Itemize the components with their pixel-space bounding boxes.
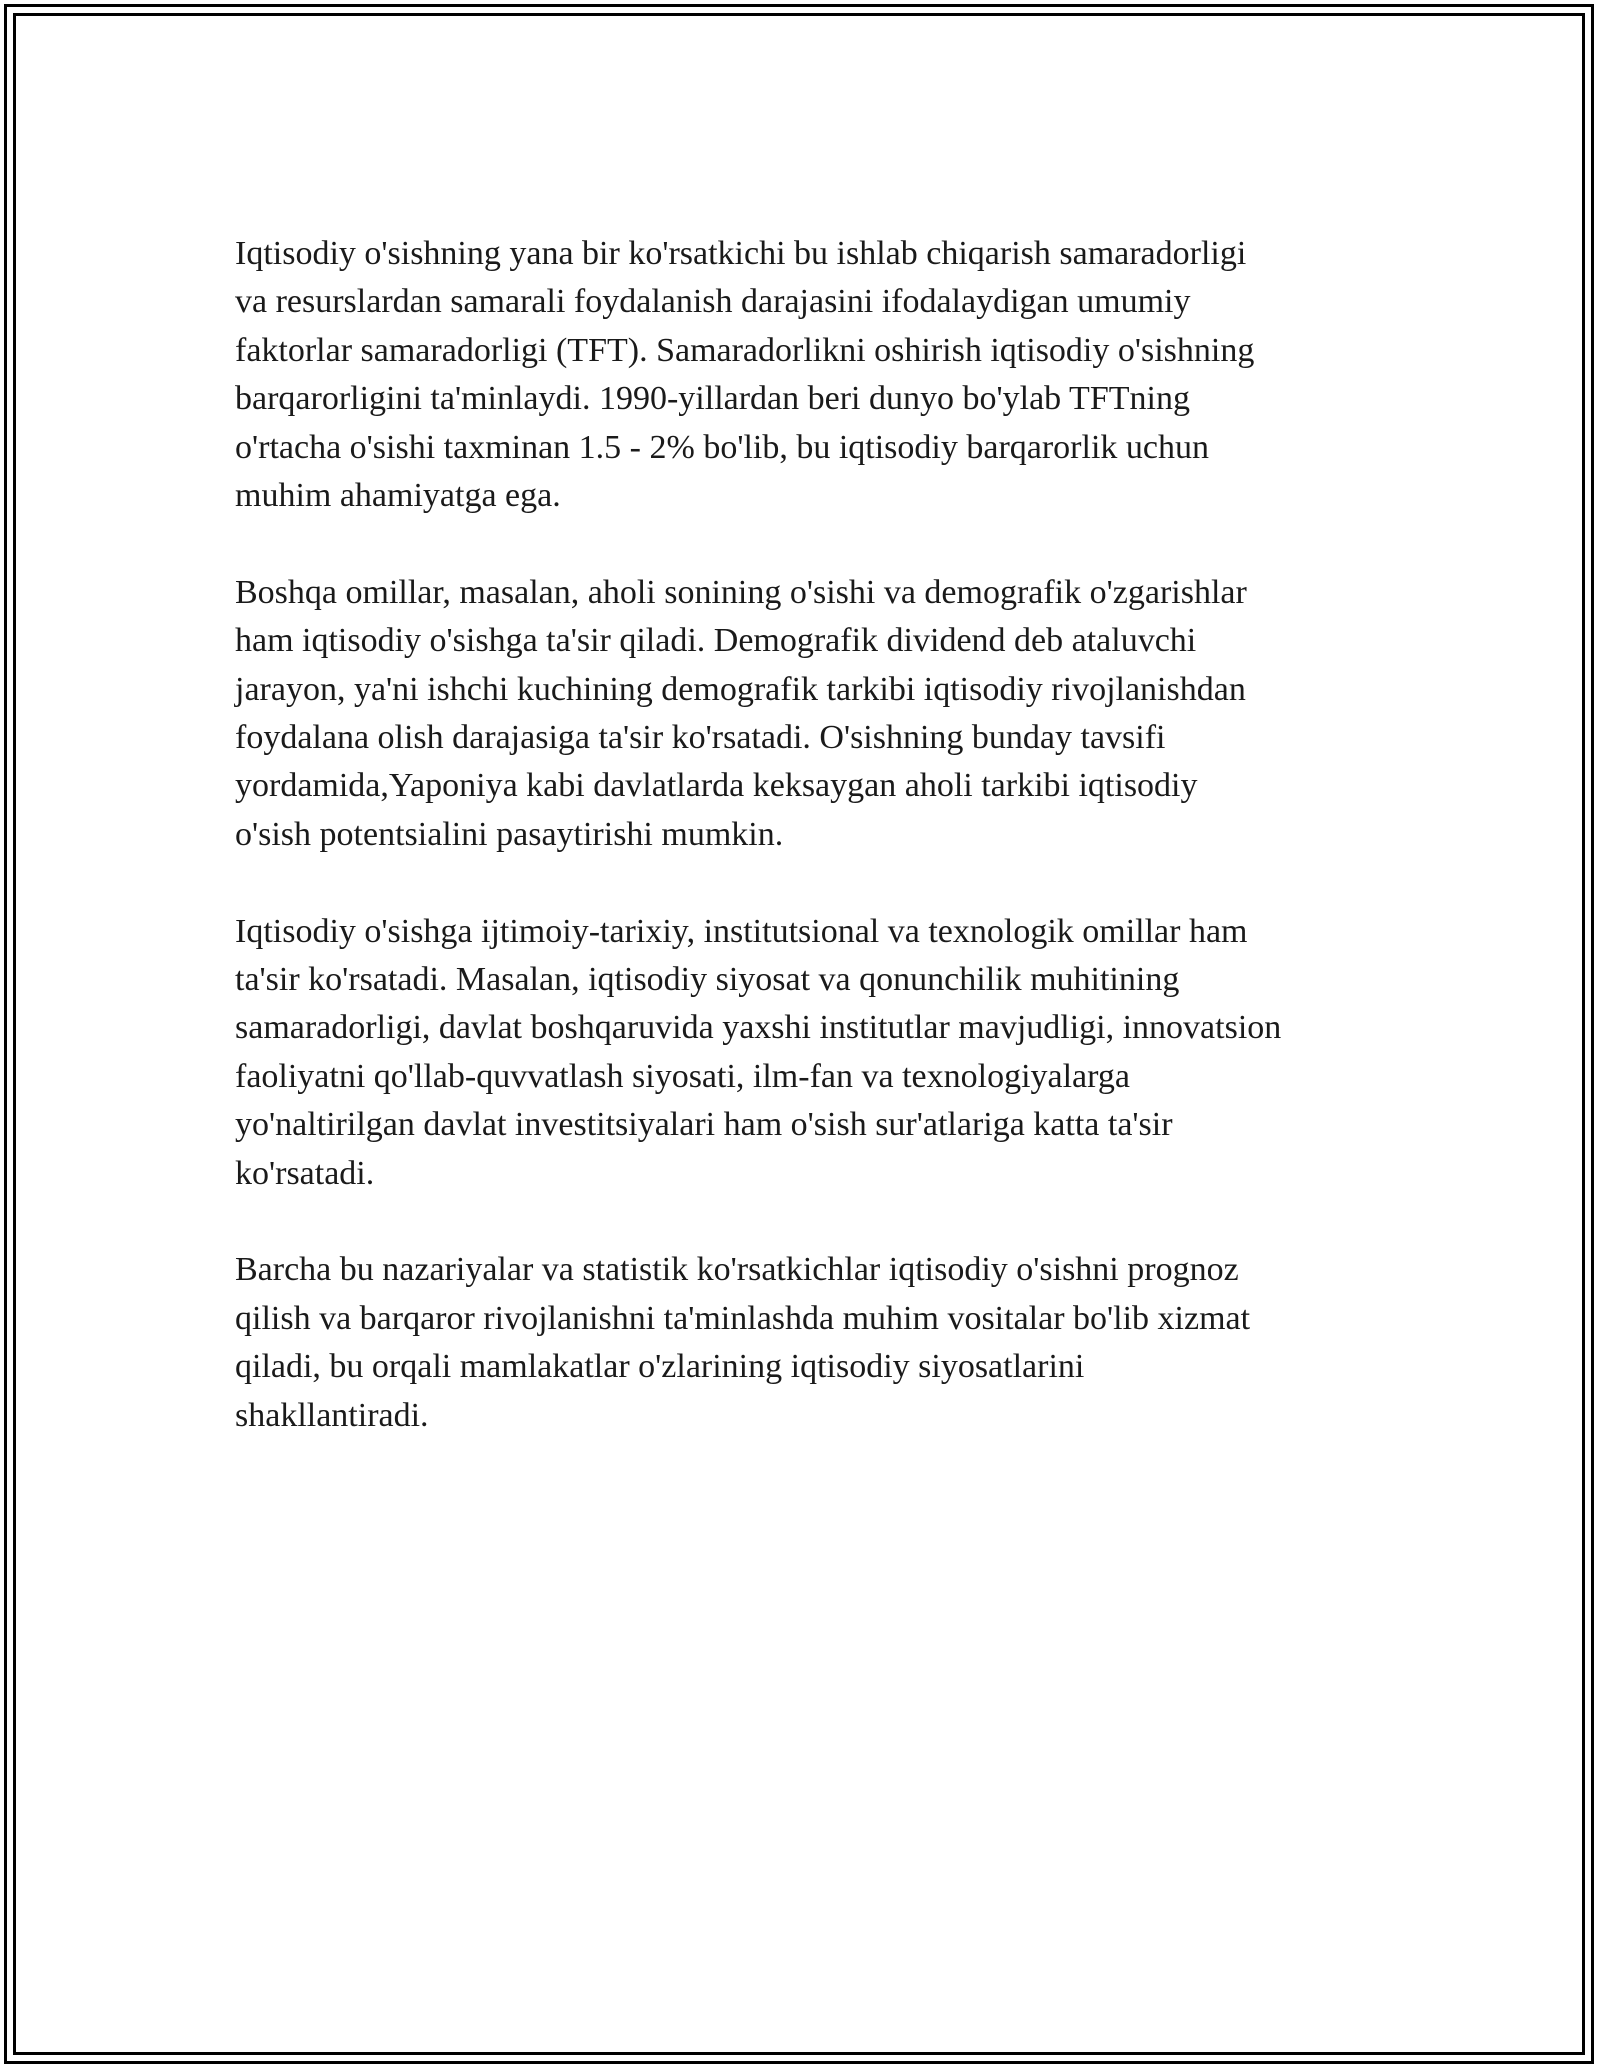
paragraph-tft: Iqtisodiy o'sishning yana bir ko'rsatkichi bu ishlab chiqarish samaradorligi va resurslardan samarali foydalanish darajasini ifodalaydigan umumiy faktorlar samaradorligi (TFT). Samaradorlikni oshirish iqtisodiy o'sishning barqarorligini ta'minlaydi. 1990-yillardan beri dunyo bo'ylab TFTning o'rtacha o'sishi taxminan 1.5 - 2% bo'lib, bu iqtisodiy barqarorlik uchun muhim ahamiyatga ega. bbox=[235, 235, 1255, 515]
paragraph-demographics: Boshqa omillar, masalan, aholi sonining o'sishi va demografik o'zgarishlar ham iqtisodiy o'sishga ta'sir qiladi. Demografik dividend deb ataluvchi jarayon, ya'ni ishchi kuchining demografik tarkibi iqtisodiy rivojlanishdan foydalana olish darajasiga ta'sir ko'rsatadi. O'sishning bunday tavsifi yordamida,Yaponiya kabi davlatlarda keksaygan aholi tarkibi iqtisodiy o'sish potentsialini pasaytirishi mumkin. bbox=[235, 573, 1247, 853]
paragraph-institutions: Iqtisodiy o'sishga ijtimoiy-tarixiy, institutsional va texnologik omillar ham ta'sir ko'rsatadi. Masalan, iqtisodiy siyosat va qonunchilik muhitining samaradorligi, davlat boshqaruvida yaxshi institutlar mavjudligi, innovatsion faoliyatni qo'llab-quvvatlash siyosati, ilm-fan va texnologiyalarga yo'naltirilgan davlat investitsiyalari ham o'sish sur'atlariga katta ta'sir ko'rsatadi. bbox=[235, 912, 1282, 1192]
paragraph-conclusion: Barcha bu nazariyalar va statistik ko'rsatkichlar iqtisodiy o'sishni prognoz qilish va barqaror rivojlanishni ta'minlashda muhim vositalar bo'lib xizmat qiladi, bu orqali mamlakatlar o'zlarining iqtisodiy siyosatlarini shakllantiradi. bbox=[235, 1251, 1251, 1434]
document-body bbox=[235, 230, 1395, 1489]
